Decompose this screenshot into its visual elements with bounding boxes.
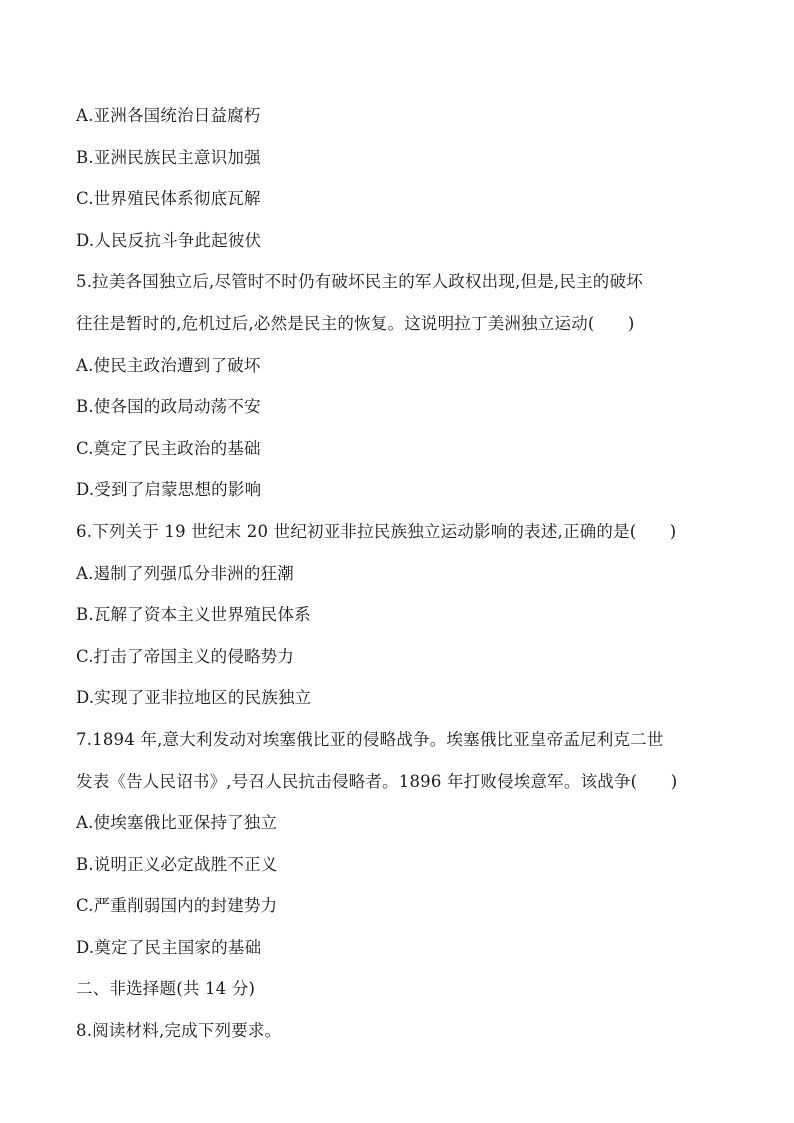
option-4d — [76, 228, 726, 270]
question-5-line-1 — [76, 269, 726, 311]
option-5c-text: C.奠定了民主政治的基础 — [76, 438, 261, 458]
document-page — [76, 103, 726, 1060]
option-4c-text: C.世界殖民体系彻底瓦解 — [76, 189, 261, 209]
section-heading-text: 二、非选择题(共 14 分) — [76, 979, 256, 999]
option-6d-text: D.实现了亚非拉地区的民族独立 — [76, 688, 312, 708]
option-4b-text: B.亚洲民族民主意识加强 — [76, 147, 261, 167]
option-6c-text: C.打击了帝国主义的侵略势力 — [76, 646, 295, 666]
option-6a — [76, 561, 726, 603]
question-8-text: 8.阅读材料,完成下列要求。 — [76, 1021, 282, 1041]
option-6b — [76, 602, 726, 644]
question-5-text-2: 往往是暂时的,危机过后,必然是民主的恢复。这说明拉丁美洲独立运动( ) — [76, 313, 635, 333]
option-7b-text: B.说明正义必定战胜不正义 — [76, 854, 278, 874]
option-7a — [76, 810, 726, 852]
option-7d — [76, 935, 726, 977]
option-4b — [76, 145, 726, 187]
question-7-line-1 — [76, 727, 726, 769]
section-heading — [76, 976, 726, 1018]
option-4a — [76, 103, 726, 145]
option-4c — [76, 186, 726, 228]
option-6d — [76, 685, 726, 727]
option-6b-text: B.瓦解了资本主义世界殖民体系 — [76, 605, 311, 625]
option-7a-text: A.使埃塞俄比亚保持了独立 — [76, 813, 278, 833]
option-5a — [76, 353, 726, 395]
question-7-text-1: 7.1894 年,意大利发动对埃塞俄比亚的侵略战争。埃塞俄比亚皇帝孟尼利克二世 — [76, 729, 664, 749]
option-6a-text: A.遏制了列强瓜分非洲的狂潮 — [76, 563, 294, 583]
option-4d-text: D.人民反抗斗争此起彼伏 — [76, 230, 262, 250]
option-7d-text: D.奠定了民主国家的基础 — [76, 937, 262, 957]
option-5a-text: A.使民主政治遭到了破坏 — [76, 355, 261, 375]
option-7c-text: C.严重削弱国内的封建势力 — [76, 896, 278, 916]
question-8 — [76, 1018, 726, 1060]
question-7-text-2: 发表《告人民诏书》,号召人民抗击侵略者。1896 年打败侵埃意军。该战争( ) — [76, 771, 678, 791]
option-5b-text: B.使各国的政局动荡不安 — [76, 397, 261, 417]
question-5-line-2 — [76, 311, 726, 353]
option-5d — [76, 477, 726, 519]
question-7-line-2 — [76, 769, 726, 811]
option-6c — [76, 644, 726, 686]
question-6 — [76, 519, 726, 561]
option-5b — [76, 394, 726, 436]
question-6-text: 6.下列关于 19 世纪末 20 世纪初亚非拉民族独立运动影响的表述,正确的是( ) — [76, 521, 677, 541]
option-5d-text: D.受到了启蒙思想的影响 — [76, 480, 262, 500]
option-5c — [76, 436, 726, 478]
option-7b — [76, 852, 726, 894]
question-5-text-1: 5.拉美各国独立后,尽管时不时仍有破坏民主的军人政权出现,但是,民主的破坏 — [76, 272, 643, 292]
option-7c — [76, 893, 726, 935]
option-4a-text: A.亚洲各国统治日益腐朽 — [76, 106, 261, 125]
